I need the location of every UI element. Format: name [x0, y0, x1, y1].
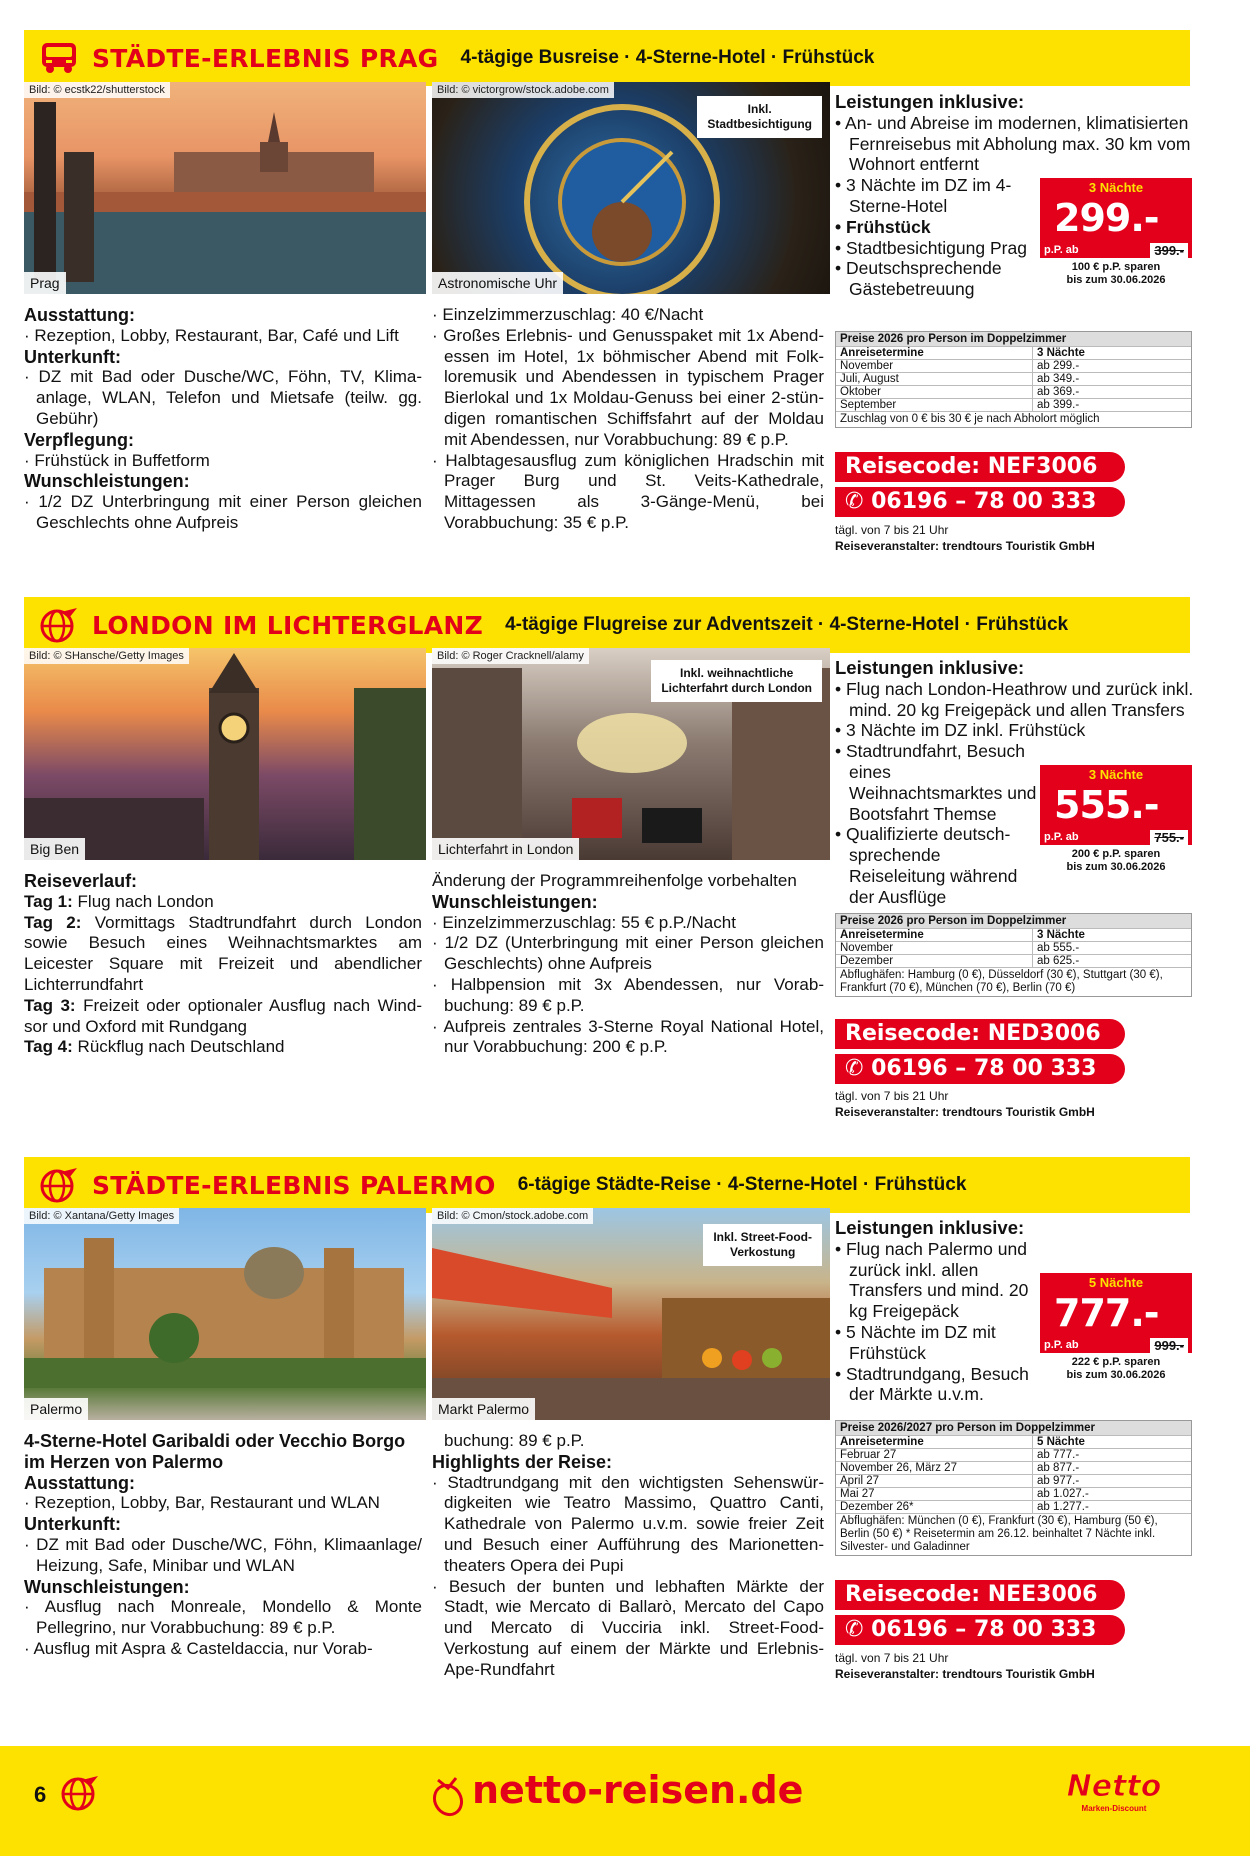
photo-credit: Bild: © victorgrow/stock.adobe.com: [432, 82, 614, 98]
included-item: • Flug nach London-Heathrow und zurück inkl. mind. 20 kg Freigepäck und allen Transfers: [835, 678, 1194, 720]
phone-icon: ✆: [845, 1056, 872, 1081]
netto-reisen-logo-icon: [430, 1774, 466, 1823]
offer-header: [24, 1157, 1190, 1213]
photo-credit: Bild: © Cmon/stock.adobe.com: [432, 1208, 593, 1224]
hours-note: tägl. von 7 bis 21 Uhr: [835, 1089, 949, 1103]
section-heading: Unterkunft:: [24, 1514, 121, 1535]
price-box: [1040, 178, 1192, 286]
price-nights: 5 Nächte: [1088, 1275, 1144, 1290]
detail-item: · 1/2 DZ (Unterbringung mit einer Person gleichen Geschlechts) ohne Aufpreis: [432, 933, 824, 974]
hotel-name: 4-Sterne-Hotel Garibaldi oder Vecchio Borgo im Herzen von Palermo: [24, 1431, 406, 1472]
badge-line: Inkl. weihnachtliche: [679, 666, 794, 680]
cathedral-illustration: [24, 1208, 426, 1420]
included-item: • Deutschsprechende Gästebetreuung: [835, 258, 1002, 300]
detail-item: · Aufpreis zentrales 3-Sterne Royal National Hotel, nur Vorabbuchung: 200 € p.P.: [432, 1016, 824, 1057]
price-nights: 3 Nächte: [1088, 767, 1144, 782]
header-cell: 5 Nächte: [1037, 1436, 1085, 1448]
netto-wordmark: Netto: [1066, 1769, 1162, 1804]
detail-item: · 1/2 DZ Unterbringung mit einer Person gleichen Geschlechts ohne Aufpreis: [24, 492, 422, 532]
travel-code: Reisecode: NEE3006: [835, 1580, 1125, 1610]
detail-item: · Halbtagesausflug zum königlichen Hradschin mit Prager Burg und St. Veits-Kathedrale, Mittagessen als 3-Gänge-Menü, bei Vorabbuchung: 35 € p.P.: [432, 450, 824, 532]
included-item: • Qualifizierte deutsch-sprechende Reiseleitung während der Ausflüge: [835, 824, 1018, 907]
price-table-header: [836, 1435, 1191, 1448]
included-item: • Stadtrundfahrt, Besuch eines Weihnachtsmarktes und Bootsfahrt Themse: [835, 741, 1037, 824]
included-item: • 3 Nächte im DZ inkl. Frühstück: [835, 720, 1086, 741]
table-row: [836, 398, 1191, 411]
detail-item: · Halbpension mit 3x Abendessen, nur Vorab-buchung: 89 € p.P.: [432, 974, 824, 1015]
price-table-title: Preise 2026 pro Person im Doppelzimmer: [836, 914, 1191, 928]
details-column-1: [24, 871, 422, 1058]
details-column-2: [432, 1431, 824, 1681]
detail-item: · Großes Erlebnis- und Genusspaket mit 1x Abend-essen im Hotel, 1x böhmischer Abend mit Folk-loremusik und Abendessen in typischem Prager Bierlokal und 1x Moldau-Genuss bei einer 2-stün-digen romantischen Schiffsfahrt auf der Moldau mit Abendessen, nur Vorabbuchung: 89 € p.P.: [432, 325, 824, 449]
savings-note: [1040, 261, 1192, 287]
section-heading: Wunschleistungen:: [24, 1576, 190, 1597]
section-heading: Verpflegung:: [24, 429, 135, 450]
price-cell: ab 1.027.-: [1037, 1488, 1089, 1500]
day-text: Freizeit oder optionaler Ausflug nach Wind-sor und Oxford mit Rundgang: [24, 995, 422, 1036]
photo-credit: Bild: © Roger Cracknell/alamy: [432, 648, 589, 664]
price-table-header: [836, 346, 1191, 359]
price-panel: [1040, 765, 1192, 845]
price-cell: ab 625.-: [1037, 955, 1080, 967]
operator-note: Reiseveranstalter: trendtours Touristik GmbH: [835, 1105, 1095, 1119]
header-cell: Anreisetermine: [836, 1436, 1033, 1448]
travel-code: Reisecode: NEF3006: [835, 452, 1125, 482]
included-item: • Stadtbesichtigung Prag: [835, 237, 1027, 258]
phone-text: 06196 – 78 00 333: [871, 1056, 1097, 1081]
phone-icon: ✆: [845, 1617, 872, 1642]
photo-caption: Big Ben: [24, 838, 85, 860]
date-cell: November: [836, 360, 1033, 372]
day-label: Tag 1:: [24, 891, 73, 911]
details-column-1: [24, 305, 422, 534]
detail-continued: buchung: 89 € p.P.: [444, 1431, 585, 1450]
offer-header: [24, 30, 1190, 86]
price-value: 555.-: [1054, 783, 1159, 827]
price-box: [1040, 765, 1192, 873]
day-label: Tag 4:: [24, 1037, 73, 1057]
photo-credit: Bild: © SHansche/Getty Images: [24, 648, 189, 664]
globe-plane-icon: [36, 602, 82, 648]
badge-line: Verkostung: [729, 1245, 796, 1259]
day-text: Flug nach London: [72, 891, 214, 911]
table-row: [836, 1461, 1191, 1474]
photo-caption: Astronomische Uhr: [432, 272, 563, 294]
date-cell: Februar 27: [836, 1449, 1033, 1461]
photo-caption: Markt Palermo: [432, 1398, 535, 1420]
photo-credit: Bild: © Xantana/Getty Images: [24, 1208, 179, 1224]
table-row: [836, 954, 1191, 967]
price-table: [835, 1420, 1192, 1556]
photo-caption: Palermo: [24, 1398, 88, 1420]
badge-line: Inkl.: [747, 102, 772, 116]
badge-line: Lichterfahrt durch London: [661, 681, 812, 695]
globe-plane-icon: [60, 1774, 100, 1817]
price-table: [835, 331, 1192, 428]
phone-icon: ✆: [845, 489, 872, 514]
section-heading: Unterkunft:: [24, 346, 121, 367]
date-cell: April 27: [836, 1475, 1033, 1487]
phone-text: 06196 – 78 00 333: [871, 1617, 1097, 1642]
price-panel: [1040, 1273, 1192, 1353]
header-cell: Anreisetermine: [836, 347, 1033, 359]
destination-title: LONDON IM LICHTERGLANZ: [92, 610, 484, 640]
detail-item: · DZ mit Bad oder Dusche/WC, Föhn, Klimaanlage/ Heizung, Safe, Minibar und WLAN: [24, 1534, 422, 1575]
included-item: • An- und Abreise im modernen, klimatisierten Fernreisebus mit Abholung max. 30 km vom Wohnort entfernt: [835, 112, 1191, 175]
detail-item: · Rezeption, Lobby, Restaurant, Bar, Café und Lift: [24, 325, 399, 345]
day-label: Tag 2:: [24, 912, 82, 932]
date-cell: November: [836, 942, 1033, 954]
table-row: [836, 1448, 1191, 1461]
price-per-person: p.P. ab: [1044, 1339, 1079, 1351]
price-per-person: p.P. ab: [1044, 831, 1079, 843]
program-note: Änderung der Programmreihenfolge vorbehalten: [432, 871, 797, 890]
photo-astronomical-clock: [432, 82, 830, 294]
day-text: Rückflug nach Deutschland: [72, 1037, 285, 1057]
phone-text: 06196 – 78 00 333: [871, 489, 1097, 514]
price-value: 777.-: [1054, 1291, 1159, 1335]
offer-header: [24, 597, 1190, 653]
details-column-2: [432, 305, 824, 534]
detail-item: · Besuch der bunten und lebhaften Märkte der Stadt, wie Mercato di Ballarò, Mercato del Capo und Mercato di Vucciria inkl. Street-Food-Verkostung auf einem der Märkte und Erlebnis-Ape-Rundfahrt: [432, 1576, 824, 1679]
included-item: • Stadtrundgang, Besuch der Märkte u.v.m.: [835, 1363, 1029, 1405]
phone-number[interactable]: [835, 487, 1125, 517]
price-panel: [1040, 178, 1192, 258]
offer-subtitle: 4-tägige Flugreise zur Adventszeit · 4-Sterne-Hotel · Frühstück: [505, 614, 1069, 635]
price-cell: ab 299.-: [1037, 360, 1080, 372]
table-row: [836, 1500, 1191, 1513]
date-cell: November 26, März 27: [836, 1462, 1033, 1474]
old-price: 399.-: [1150, 243, 1188, 258]
date-cell: Dezember: [836, 955, 1033, 967]
table-row: [836, 385, 1191, 398]
detail-item: · Frühstück in Buffetform: [24, 450, 210, 470]
included-heading: Leistungen inklusive:: [835, 1217, 1025, 1238]
photo-market-palermo: [432, 1208, 830, 1420]
date-cell: Oktober: [836, 386, 1033, 398]
details-column-1: [24, 1431, 422, 1660]
website-link[interactable]: netto-reisen.de: [472, 1768, 804, 1812]
hours-note: tägl. von 7 bis 21 Uhr: [835, 523, 949, 537]
date-cell: September: [836, 399, 1033, 411]
table-note: Abflughäfen: Hamburg (0 €), Düsseldorf (30 €), Stuttgart (30 €), Frankfurt (70 €), München (70 €), Berlin (70 €): [836, 967, 1191, 996]
travel-code: Reisecode: NED3006: [835, 1019, 1125, 1049]
price-cell: ab 777.-: [1037, 1449, 1080, 1461]
price-table-title: Preise 2026 pro Person im Doppelzimmer: [836, 332, 1191, 346]
offer-subtitle: 6-tägige Städte-Reise · 4-Sterne-Hotel · Frühstück: [517, 1174, 967, 1195]
page-footer: [0, 1746, 1250, 1856]
phone-number[interactable]: [835, 1054, 1125, 1084]
included-item: • 5 Nächte im DZ mit Frühstück: [835, 1321, 996, 1363]
savings-deadline: bis zum 30.06.2026: [1066, 861, 1166, 873]
prague-skyline-illustration: [24, 82, 426, 294]
detail-item: · Stadtrundgang mit den wichtigsten Sehenswür-digkeiten wie Teatro Massimo, Quattro Canti, Kathedrale von Palermo u.v.m. sowie freier Zeit und Besuch einer Aufführung des Marionetten-theaters Opera dei Pupi: [432, 1472, 824, 1575]
savings-note: [1040, 1356, 1192, 1382]
section-heading: Wunschleistungen:: [24, 471, 190, 492]
photo-credit: Bild: © ecstk22/shutterstock: [24, 82, 170, 98]
netto-subline: Marken-Discount: [1081, 1804, 1147, 1813]
photo-caption: Prag: [24, 272, 66, 294]
savings-deadline: bis zum 30.06.2026: [1066, 1369, 1166, 1381]
photo-caption: Lichterfahrt in London: [432, 838, 579, 860]
details-column-2: [432, 871, 824, 1058]
table-note: Zuschlag von 0 € bis 30 € je nach Abholort möglich: [836, 411, 1191, 427]
price-table: [835, 913, 1192, 997]
operator-note: Reiseveranstalter: trendtours Touristik GmbH: [835, 1667, 1095, 1681]
detail-item: · Einzelzimmerzuschlag: 40 €/Nacht: [432, 305, 704, 324]
badge-line: Stadtbesichtigung: [707, 117, 812, 131]
price-cell: ab 399.-: [1037, 399, 1080, 411]
section-heading: Highlights der Reise:: [432, 1451, 613, 1472]
old-price: 999.-: [1150, 1338, 1188, 1353]
price-table-header: [836, 928, 1191, 941]
date-cell: Mai 27: [836, 1488, 1033, 1500]
date-cell: Dezember 26*: [836, 1501, 1033, 1513]
inclusion-badge: [697, 96, 822, 138]
bus-icon: [36, 35, 82, 81]
table-row: [836, 1487, 1191, 1500]
table-row: [836, 941, 1191, 954]
photo-prag: [24, 82, 426, 294]
price-cell: ab 877.-: [1037, 1462, 1080, 1474]
included-item: • Flug nach Palermo und zurück inkl. allen Transfers und mind. 20 kg Freigepäck: [835, 1238, 1029, 1322]
price-value: 299.-: [1054, 196, 1159, 240]
photo-big-ben: [24, 648, 426, 860]
itinerary-day: [24, 892, 422, 913]
inclusion-badge: [651, 660, 822, 702]
savings-amount: 100 € p.P. sparen: [1071, 261, 1161, 273]
destination-title: STÄDTE-ERLEBNIS PRAG: [92, 43, 439, 73]
savings-deadline: bis zum 30.06.2026: [1066, 274, 1166, 286]
price-cell: ab 349.-: [1037, 373, 1080, 385]
included-heading: Leistungen inklusive:: [835, 91, 1025, 112]
hours-note: tägl. von 7 bis 21 Uhr: [835, 1651, 949, 1665]
price-cell: ab 977.-: [1037, 1475, 1080, 1487]
detail-item: · Rezeption, Lobby, Bar, Restaurant und WLAN: [24, 1493, 380, 1513]
day-label: Tag 3:: [24, 995, 76, 1015]
price-cell: ab 369.-: [1037, 386, 1080, 398]
price-per-person: p.P. ab: [1044, 244, 1079, 256]
savings-amount: 222 € p.P. sparen: [1071, 1356, 1161, 1368]
detail-item: · Ausflug nach Monreale, Mondello & Monte Pellegrino, nur Vorabbuchung: 89 € p.P.: [24, 1597, 422, 1638]
price-cell: ab 555.-: [1037, 942, 1080, 954]
included-item: • 3 Nächte im DZ im 4-Sterne-Hotel: [835, 175, 1012, 216]
destination-title: STÄDTE-ERLEBNIS PALERMO: [92, 1170, 496, 1200]
header-cell: Anreisetermine: [836, 929, 1033, 941]
old-price: 755.-: [1150, 830, 1188, 845]
date-cell: Juli, August: [836, 373, 1033, 385]
day-text: Vormittags Stadtrundfahrt durch London sowie Besuch eines Weihnachtsmarktes am Leicester Square mit Freizeit und abendlicher Lichterrundfahrt: [24, 912, 422, 994]
header-cell: 3 Nächte: [1037, 347, 1085, 359]
itinerary-day: [24, 996, 422, 1038]
section-heading: Reiseverlauf:: [24, 871, 138, 891]
included-item: • Frühstück: [835, 216, 931, 237]
savings-note: [1040, 848, 1192, 874]
itinerary-day: [24, 1037, 422, 1058]
price-nights: 3 Nächte: [1088, 180, 1144, 195]
inclusion-badge: [703, 1224, 822, 1266]
table-note: Abflughäfen: München (0 €), Frankfurt (30 €), Hamburg (50 €), Berlin (50 €) * Reisetermin am 26.12. beinhaltet 7 Nächte inkl. Silvester- und Galadinner: [836, 1513, 1191, 1555]
table-row: [836, 359, 1191, 372]
section-heading: Wunschleistungen:: [432, 891, 598, 912]
section-heading: Ausstattung:: [24, 1472, 135, 1493]
netto-logo: [1064, 1770, 1164, 1834]
photo-palermo: [24, 1208, 426, 1420]
globe-plane-icon: [36, 1162, 82, 1208]
table-row: [836, 1474, 1191, 1487]
detail-item: · Einzelzimmerzuschlag: 55 € p.P./Nacht: [432, 912, 736, 932]
photo-london-lights: [432, 648, 830, 860]
price-cell: ab 1.277.-: [1037, 1501, 1089, 1513]
offer-subtitle: 4-tägige Busreise · 4-Sterne-Hotel · Frühstück: [460, 47, 875, 68]
table-row: [836, 372, 1191, 385]
detail-item: · DZ mit Bad oder Dusche/WC, Föhn, TV, Klima-anlage, WLAN, Telefon und Mietsafe (teilw. gg. Gebühr): [24, 367, 422, 428]
savings-amount: 200 € p.P. sparen: [1071, 848, 1161, 860]
price-table-title: Preise 2026/2027 pro Person im Doppelzimmer: [836, 1421, 1191, 1435]
detail-item: · Ausflug mit Aspra & Casteldaccia, nur Vorab-: [24, 1638, 373, 1658]
header-cell: 3 Nächte: [1037, 929, 1085, 941]
big-ben-illustration: [24, 648, 426, 860]
phone-number[interactable]: [835, 1615, 1125, 1645]
section-heading: Ausstattung:: [24, 305, 135, 325]
page-number: 6: [34, 1782, 47, 1807]
itinerary-day: [24, 913, 422, 996]
operator-note: Reiseveranstalter: trendtours Touristik GmbH: [835, 539, 1095, 553]
price-box: [1040, 1273, 1192, 1381]
badge-line: Inkl. Street-Food-: [713, 1230, 812, 1244]
included-heading: Leistungen inklusive:: [835, 657, 1025, 678]
